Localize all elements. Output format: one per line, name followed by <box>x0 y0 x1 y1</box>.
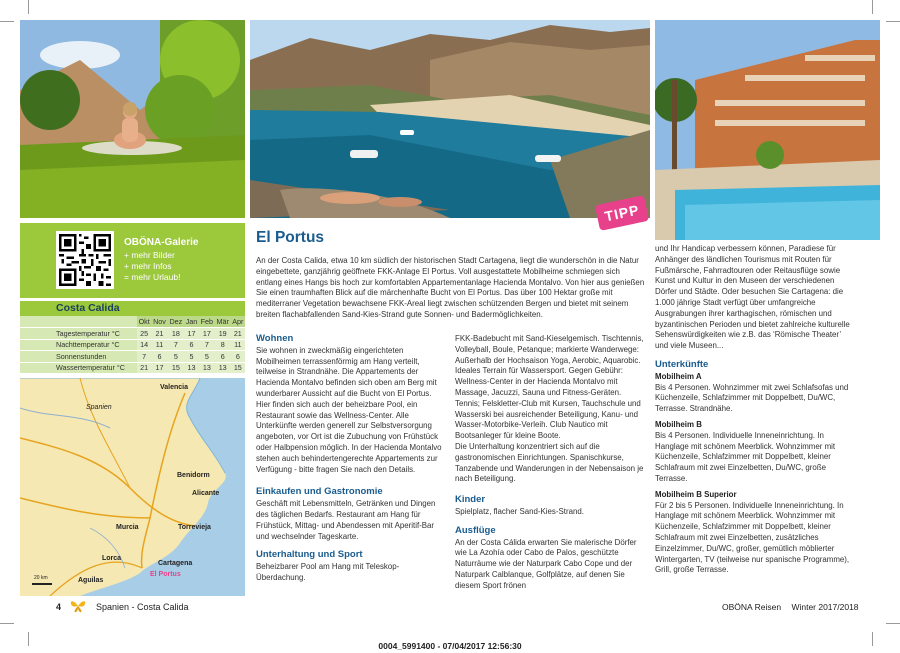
text-mobilheim-b: Bis 4 Personen. Individuelle Inneneinrichtung. In Hanglage mit schönem Meerblick. Wohnzimmer mit Küchenzeile, Schlafzimmer mit Doppelbett, kleiner Schlafraum mit zwei Einzelbetten, Du/WC, große Terrasse. <box>655 430 836 483</box>
text-activities: FKK-Badebucht mit Sand-Kieselgemisch. Tischtennis, Volleyball, Boule, Petanque; markierte Wanderwege: Außerhalb der Hochsaison Yoga, Aerobic, Aquarobic. Ideales Terrain für Wassersport. Gegen Gebühr: Wellness-Center in der Hacienda Montalvo mit Massage, Jacuzzi, Sauna und Fitness-Geräten. Tennis; Felskletter-Club mit Kursen, Tauchschule und Wasserski bei ausreichender Beteiligung, Kanu- und Wasser-Motorbike-Verleih. Club Nautico mit Bootsanleger für kleine Boote. <box>455 334 644 441</box>
table-cell: 6 <box>215 351 231 363</box>
crop-mark <box>28 0 29 14</box>
map-label-spanien: Spanien <box>86 404 112 411</box>
month-header: Jan <box>185 317 198 326</box>
heading-unterkuenfte: Unterkünfte <box>655 358 709 370</box>
table-cell: 5 <box>168 351 184 363</box>
map-scale: 20 km <box>34 575 48 581</box>
heading-wohnen: Wohnen <box>256 333 294 344</box>
photo-hotel-pool <box>655 20 880 240</box>
region-map <box>20 378 245 596</box>
month-header: Feb <box>200 317 214 326</box>
table-cell: 5 <box>184 351 199 363</box>
table-cell: 13 <box>215 362 231 374</box>
crop-mark <box>886 623 900 624</box>
map-label-lorca: Lorca <box>102 555 122 562</box>
heading-kinder: Kinder <box>455 494 486 506</box>
map-label-aguilas: Aguilas <box>78 577 104 584</box>
table-cell: 6 <box>231 351 245 363</box>
page-number: 4 <box>56 602 62 612</box>
table-cell: 6 <box>184 339 199 351</box>
map-label-murcia: Murcia <box>116 524 139 531</box>
month-header: Mär <box>216 317 229 326</box>
month-header: Apr <box>232 317 244 326</box>
row-label: Nachttemperatur °C <box>20 339 137 351</box>
galerie-title: OBÖNA-Galerie <box>124 237 199 248</box>
table-cell: 5 <box>199 351 215 363</box>
photo-meditation <box>20 20 245 218</box>
footer-right <box>722 602 859 612</box>
text-wohnen: Sie wohnen in zweckmäßig eingerichteten Mobilheimen terrassenförmig am Hang verteilt, teilweise in Strandnähe. Die Appartements der Hacienda Montalvo befinden sich oben am Berg mit wunderbarer Aussicht auf die Bucht von El Portus. Hier finden sich auch der beheizbare Pool, ein Restaurant sowie das Wellness-Center. Alle Unterkünfte werden generell zur Selbstversorgung angeboten, vor Ort ist die Zubuchung von Frühstück oder Halbpension möglich. In der Hacienda Montalvo stehen auch behindertengerechte Appartements zur Verfügung - bitte fragen Sie nach den Details. <box>256 345 442 474</box>
table-cell: 15 <box>168 362 184 374</box>
table-cell: 21 <box>231 328 245 340</box>
heading-unterhaltung: Unterhaltung und Sport <box>256 549 363 561</box>
table-cell: 14 <box>137 339 151 351</box>
table-cell: 7 <box>168 339 184 351</box>
month-header: Nov <box>153 317 166 326</box>
table-cell: 21 <box>137 362 151 374</box>
table-cell: 17 <box>151 362 167 374</box>
heading-mobilheim-b: Mobilheim B <box>655 419 702 429</box>
print-job-id: 0004_5991400 - 07/04/2017 12:56:30 <box>378 641 522 651</box>
table-cell: 7 <box>199 339 215 351</box>
heading-mobilheim-b-superior: Mobilheim B Superior <box>655 489 737 499</box>
table-cell: 19 <box>215 328 231 340</box>
crop-mark <box>0 21 14 22</box>
month-header: Dez <box>169 317 183 326</box>
map-label-benidorm: Benidorm <box>177 472 210 479</box>
text-mobilheim-b-superior: Für 2 bis 5 Personen. Individuelle Inneneinrichtung. In Hanglage mit schönem Meerblick. Wohnzimmer mit Küchenzeile, Schlafzimmer mit Doppelbett, kleiner Schlafraum mit zwei Einzelbetten, zusätzliches Einzelzimmer, Du/WC, großer, gemütlich möblierter Wintergarten, TV (teilweise nur spanische Programme), Grill, große Terrasse. <box>655 500 850 575</box>
table-cell: 13 <box>199 362 215 374</box>
qr-code[interactable] <box>56 231 114 289</box>
table-cell: 25 <box>137 328 151 340</box>
tipp-badge: TIPP <box>595 195 649 231</box>
table-cell: 11 <box>231 339 245 351</box>
crop-mark <box>872 0 873 14</box>
table-cell: 8 <box>215 339 231 351</box>
table-cell: 7 <box>137 351 151 363</box>
table-cell: 17 <box>184 328 199 340</box>
article-title: El Portus <box>256 229 325 246</box>
table-row <box>20 328 245 340</box>
map-label-alicante: Alicante <box>192 490 220 497</box>
table-cell: 15 <box>231 362 245 374</box>
heading-einkaufen: Einkaufen und Gastronomie <box>256 486 383 498</box>
footer-section: Spanien - Costa Calida <box>96 602 189 612</box>
table-cell: 18 <box>168 328 184 340</box>
row-label: Tagestemperatur °C <box>20 328 137 340</box>
text-entertainment: Die Unterhaltung konzentriert sich auf die gastronomischen Einrichtungen. Spanischkurse, Tanzabende und Wanderungen in der Nebensaison je nach Beteiligung. <box>455 441 644 484</box>
galerie-list <box>124 250 180 283</box>
column-1 <box>256 334 448 584</box>
column-3 <box>655 244 850 576</box>
text-excursions-cont: und Ihr Handicap verbessern können, Paradiese für Anhänger des ländlichen Tourismus mit Routen für Fußmärsche, Fahrradtouren oder Reitausflüge sowie Kunst und Kultur in den Museen der verschiedenen Dörfer und Städte. Oder besuchen Sie Cartagena: die 1.000 jährige Stadt verfügt über umfangreiche Ausgrabungen ihrer karthagischen, römischen und byzantinischen Perioden und bietet zahlreiche kulturelle Sehenswürdigkeiten wie z.B. das ‘Römische Theater’ und viele Museen... <box>655 244 850 351</box>
table-row <box>20 362 245 374</box>
map-label-elportus: El Portus <box>150 571 181 578</box>
footer-season: Winter 2017/2018 <box>791 602 859 612</box>
footer-brand: OBÖNA Reisen <box>722 602 782 612</box>
galerie-item: = mehr Urlaub! <box>124 272 181 282</box>
text-kinder: Spielplatz, flacher Sand-Kies-Strand. <box>455 506 584 516</box>
column-2 <box>455 334 645 592</box>
butterfly-icon <box>70 598 86 614</box>
table-cell: 13 <box>184 362 199 374</box>
galerie-item: + mehr Bilder <box>124 250 175 260</box>
text-ausfluege: An der Costa Cálida erwarten Sie malerische Dörfer wie La Azohía oder Cabo de Palos, geschützte Naturräume wie der Naturpark Cabo Cope und der Naturpark Calblanque, Golfplätze, auf denen Sie diesem Sport frönen <box>455 537 637 590</box>
climate-title: Costa Calida <box>20 301 245 316</box>
text-einkaufen: Geschäft mit Lebensmitteln, Getränken und Dingen des täglichen Bedarfs. Restaurant am Hang für Frühstück, Mittag- und Abendessen mit Aperitif-Bar und wechselnder Tageskarte. <box>256 499 436 541</box>
table-row <box>20 339 245 351</box>
galerie-item: + mehr Infos <box>124 261 172 271</box>
text-unterhaltung: Beheizbarer Pool am Hang mit Teleskop-Überdachung. <box>256 562 400 582</box>
article-intro: An der Costa Calida, etwa 10 km südlich der historischen Stadt Cartagena, liegt die wunderschön in die Natur eingebettete, ganzjährig geöffnete FKK-Anlage El Portus. Voll ausgestattete Mobilheime schmiegen sich entlang eines Hangs bis hoch zur komfortablen Appartementanlage Hacienda Montalvo. Von hier aus genießen Sie einen traumhaften Blick auf die märchenhafte Bucht von El Portus. Das über 100 Hektar große mit mediterraner Vegetation bewachsene FKK-Areal liegt zwischen schützenden Bergen und bietet mit seinem breiten flachabfallenden Sand-Kies-Strand gute Sonnen- und Badermöglichkeiten. <box>256 256 645 319</box>
month-header: Okt <box>138 317 150 326</box>
row-label: Sonnenstunden <box>20 351 137 363</box>
heading-mobilheim-a: Mobilheim A <box>655 371 702 381</box>
table-cell: 6 <box>151 351 167 363</box>
map-label-cartagena: Cartagena <box>158 560 193 567</box>
map-label-valencia: Valencia <box>160 384 189 391</box>
table-cell: 21 <box>151 328 167 340</box>
photo-bay <box>250 20 650 218</box>
row-label: Wassertemperatur °C <box>20 362 137 374</box>
table-cell: 17 <box>199 328 215 340</box>
climate-table <box>20 301 245 374</box>
crop-mark <box>886 21 900 22</box>
crop-mark <box>0 623 14 624</box>
text-mobilheim-a: Bis 4 Personen. Wohnzimmer mit zwei Schlafsofas und Küchenzeile, Schlafzimmer mit Doppelbett, Du/WC, Terrasse. Strandnähe. <box>655 382 849 414</box>
table-cell: 11 <box>151 339 167 351</box>
map-label-torrevieja: Torrevieja <box>178 524 211 531</box>
table-row <box>20 351 245 363</box>
galerie-box <box>20 223 245 298</box>
heading-ausfluege: Ausflüge <box>455 524 496 536</box>
